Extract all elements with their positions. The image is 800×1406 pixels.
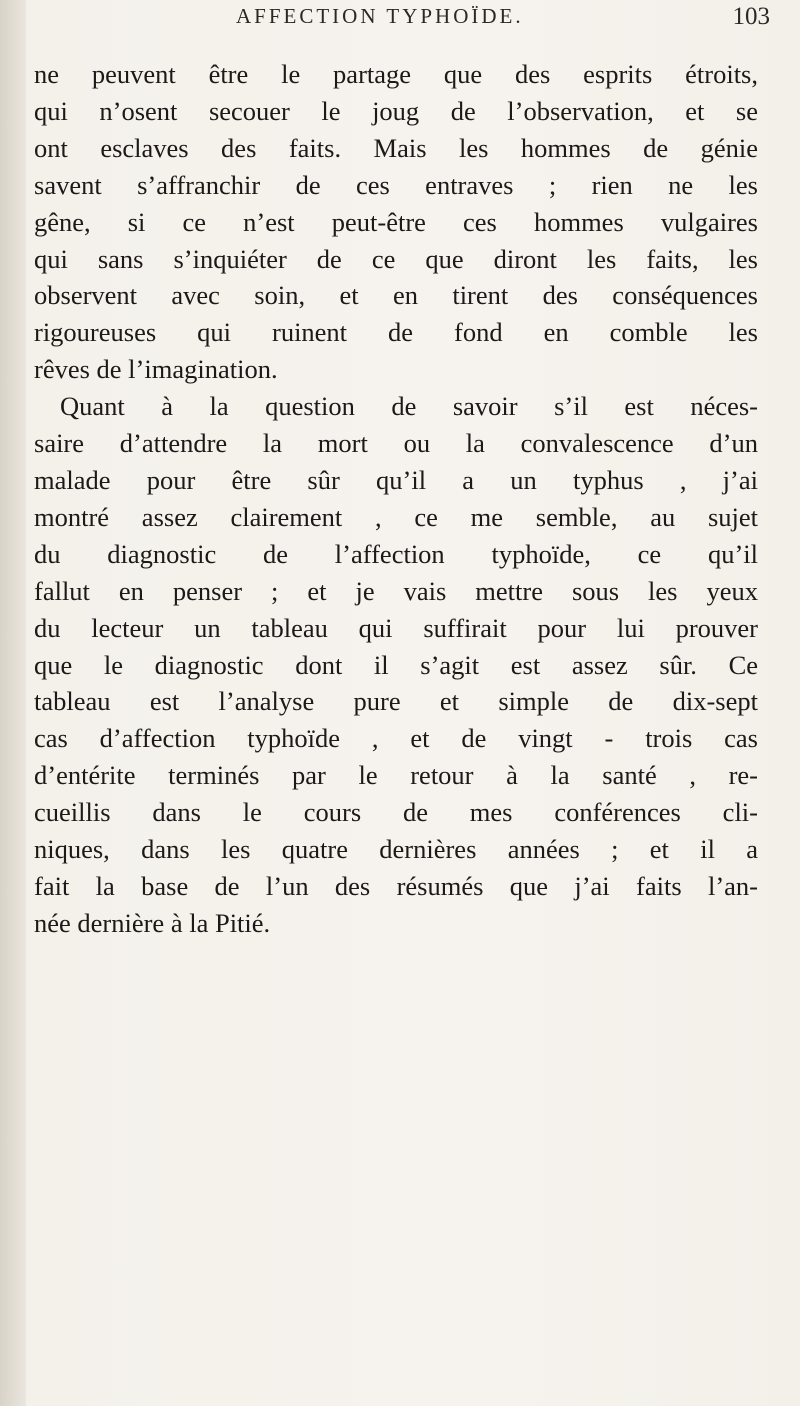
text-line: du diagnostic de l’affection typhoïde, ce qu’il: [34, 538, 758, 569]
body-text: [34, 56, 758, 942]
text-line: malade pour être sûr qu’il a un typhus , j’ai: [34, 464, 758, 495]
text-line: observent avec soin, et en tirent des conséquences: [34, 280, 758, 311]
text-line: née dernière à la Pitié.: [34, 907, 271, 938]
text-line: rêves de l’imagination.: [34, 354, 278, 385]
text-line: rigoureuses qui ruinent de fond en comble les: [34, 317, 758, 348]
binding-gutter: [0, 0, 26, 1406]
text-line: du lecteur un tableau qui suffirait pour lui prouver: [34, 612, 758, 643]
text-line: cas d’affection typhoïde , et de vingt - trois cas: [34, 723, 758, 754]
text-line: niques, dans les quatre dernières années ; et il a: [34, 834, 758, 865]
text-line: tableau est l’analyse pure et simple de dix-sept: [34, 686, 758, 717]
paragraph-1: [34, 56, 758, 388]
text-line: qui sans s’inquiéter de ce que diront les faits, les: [34, 243, 758, 274]
text-line: savent s’affranchir de ces entraves ; rien ne les: [34, 169, 758, 200]
text-line: ont esclaves des faits. Mais les hommes de génie: [34, 132, 758, 163]
text-line: fait la base de l’un des résumés que j’ai faits l’an-: [34, 870, 758, 901]
text-line: cueillis dans le cours de mes conférences cli-: [34, 797, 758, 828]
page-number: 103: [732, 3, 770, 30]
paragraph-2: [34, 388, 758, 942]
text-line: ne peuvent être le partage que des esprits étroits,: [34, 59, 758, 89]
text-line: montré assez clairement , ce me semble, au sujet: [34, 501, 758, 532]
text-line: d’entérite terminés par le retour à la santé , re-: [34, 760, 758, 791]
text-line: saire d’attendre la mort ou la convalescence d’un: [34, 428, 758, 459]
text-line: que le diagnostic dont il s’agit est assez sûr. Ce: [34, 649, 758, 680]
running-title: AFFECTION TYPHOÏDE.: [236, 4, 524, 28]
text-line: Quant à la question de savoir s’il est néces-: [60, 391, 758, 422]
text-line: gêne, si ce n’est peut-être ces hommes vulgaires: [34, 206, 758, 237]
text-line: fallut en penser ; et je vais mettre sous les yeux: [34, 575, 758, 606]
text-line: qui n’osent secouer le joug de l’observation, et se: [34, 95, 758, 126]
